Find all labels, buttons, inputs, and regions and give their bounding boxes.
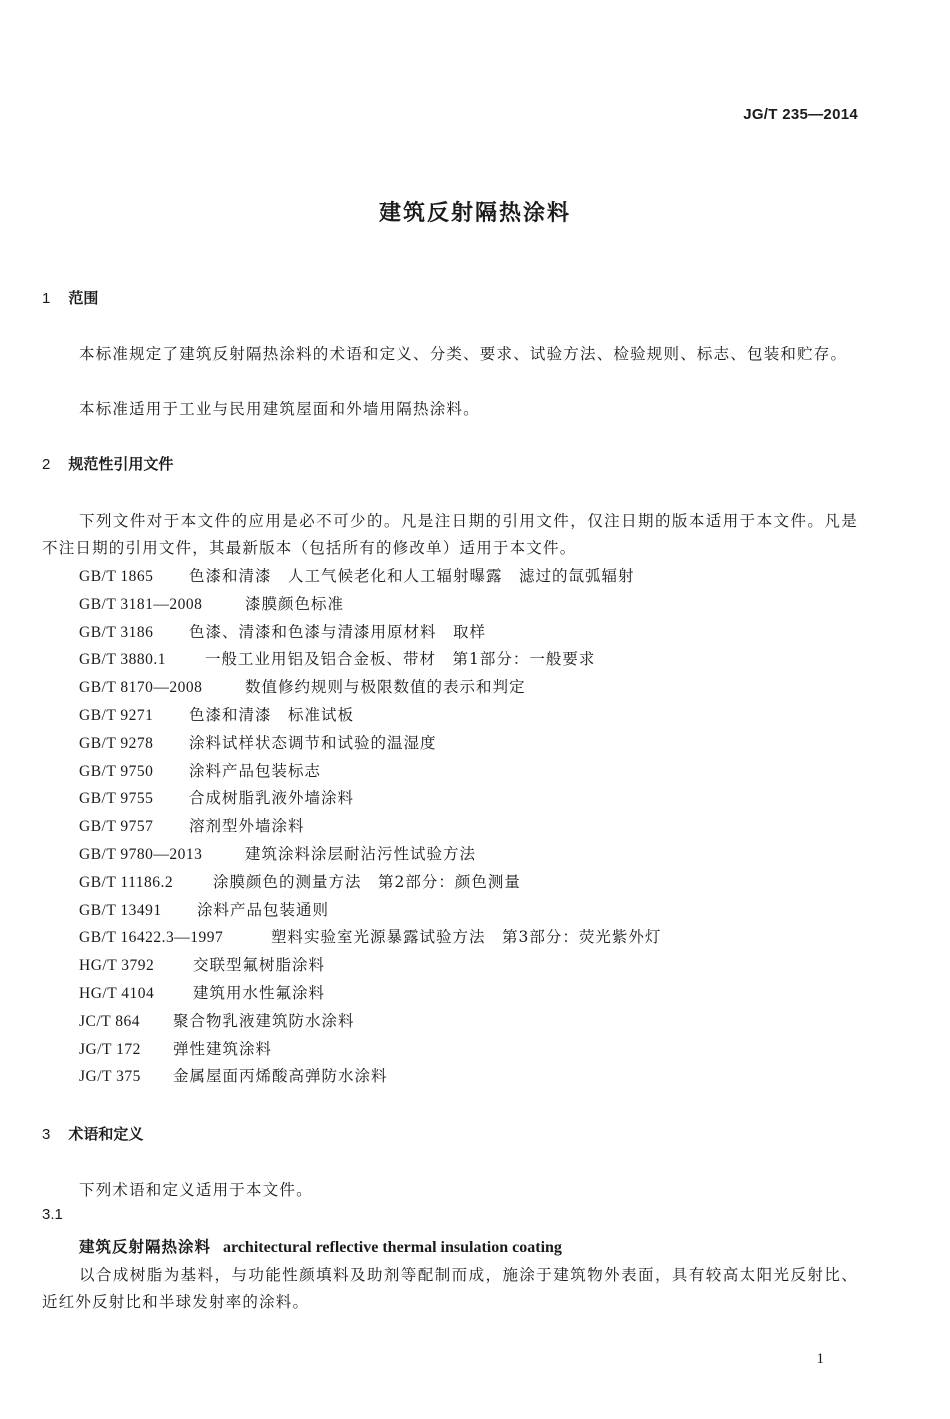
term-definition: 以合成树脂为基料，与功能性颜填料及助剂等配制而成，施涂于建筑物外表面，具有较高太阳光反射比、近红外反射比和半球发射率的涂料。 [42,1266,858,1311]
term-line [79,1235,562,1257]
reference-title: 建筑用水性氟涂料 [193,983,326,1002]
reference-item [79,869,661,897]
reference-item [79,619,661,647]
reference-code: GB/T 13491 [79,901,162,919]
section-number: 2 [42,456,51,473]
section-title: 范围 [68,289,99,307]
reference-title: 金属屋面丙烯酸高弹防水涂料 [173,1067,388,1086]
reference-item [79,758,661,786]
reference-title: 涂料试样状态调节和试验的温湿度 [189,733,437,752]
section-title: 术语和定义 [68,1125,144,1143]
reference-item [79,563,661,591]
reference-title: 聚合物乳液建筑防水涂料 [173,1011,355,1030]
reference-code: GB/T 8170—2008 [79,679,203,697]
standard-code: JG/T 235—2014 [743,106,858,123]
section-number: 1 [42,290,51,307]
reference-item [79,785,661,813]
reference-code: GB/T 9780—2013 [79,845,203,863]
reference-title: 塑料实验室光源暴露试验方法 第3部分：荧光紫外灯 [271,928,662,947]
reference-item [79,674,661,702]
reference-title: 溶剂型外墙涂料 [189,817,305,836]
reference-code: JG/T 172 [79,1040,141,1058]
reference-code: GB/T 3880.1 [79,651,167,669]
scope-paragraph-1: 本标准规定了建筑反射隔热涂料的术语和定义、分类、要求、试验方法、检验规则、标志、包装和贮存。 [79,345,848,363]
reference-item [79,591,661,619]
document-title: 建筑反射隔热涂料 [378,201,571,226]
reference-title: 色漆、清漆和色漆与清漆用原材料 取样 [189,622,487,641]
reference-code: GB/T 9278 [79,734,154,752]
reference-code: HG/T 4104 [79,984,155,1002]
reference-title: 涂料产品包装通则 [197,900,330,919]
reference-title: 建筑涂料涂层耐沾污性试验方法 [245,844,477,863]
term-english: architectural reflective thermal insulation coating [223,1239,562,1256]
reference-title: 涂膜颜色的测量方法 第2部分：颜色测量 [213,872,521,891]
reference-item [79,924,661,952]
section-3-heading [42,1123,143,1144]
scope-paragraph-2: 本标准适用于工业与民用建筑屋面和外墙用隔热涂料。 [79,400,480,418]
reference-title: 色漆和清漆 人工气候老化和人工辐射曝露 滤过的氙弧辐射 [189,567,635,585]
reference-code: GB/T 9757 [79,818,154,836]
reference-list [79,563,661,1091]
reference-item [79,952,661,980]
reference-item [79,841,661,869]
reference-item [79,1036,661,1064]
page-number: 1 [816,1351,824,1367]
section-title: 规范性引用文件 [68,455,174,473]
reference-item [79,813,661,841]
reference-item [79,980,661,1008]
reference-title: 涂料产品包装标志 [189,761,322,780]
reference-item [79,1008,661,1036]
reference-title: 合成树脂乳液外墙涂料 [189,789,355,808]
reference-title: 数值修约规则与极限数值的表示和判定 [245,678,526,697]
reference-code: GB/T 16422.3—1997 [79,929,224,947]
reference-code: GB/T 3186 [79,623,154,641]
term-chinese: 建筑反射隔热涂料 [79,1238,212,1256]
reference-title: 弹性建筑涂料 [173,1039,273,1058]
reference-code: GB/T 1865 [79,568,154,585]
section-number: 3 [42,1126,51,1143]
clause-number: 3.1 [42,1206,63,1223]
reference-code: JG/T 375 [79,1068,141,1086]
section-1-heading [42,287,98,308]
reference-title: 一般工业用铝及铝合金板、带材 第1部分：一般要求 [205,650,596,669]
reference-code: GB/T 3181—2008 [79,595,203,613]
reference-item [79,702,661,730]
reference-code: GB/T 11186.2 [79,873,174,891]
reference-code: GB/T 9755 [79,790,154,808]
section-2-heading [42,453,173,474]
reference-code: GB/T 9750 [79,762,154,780]
reference-item [79,1063,661,1091]
reference-code: GB/T 9271 [79,706,154,724]
reference-item [79,646,661,674]
reference-title: 色漆和清漆 标准试板 [189,705,355,724]
reference-item [79,730,661,758]
reference-code: JC/T 864 [79,1012,140,1030]
terms-intro: 下列术语和定义适用于本文件。 [79,1181,313,1199]
reference-title: 漆膜颜色标准 [245,594,345,613]
reference-item [79,897,661,925]
reference-code: HG/T 3792 [79,957,155,975]
references-intro: 下列文件对于本文件的应用是必不可少的。凡是注日期的引用文件，仅注日期的版本适用于本文件。凡是不注日期的引用文件，其最新版本（包括所有的修改单）适用于本文件。 [42,512,858,557]
reference-title: 交联型氟树脂涂料 [193,956,326,975]
